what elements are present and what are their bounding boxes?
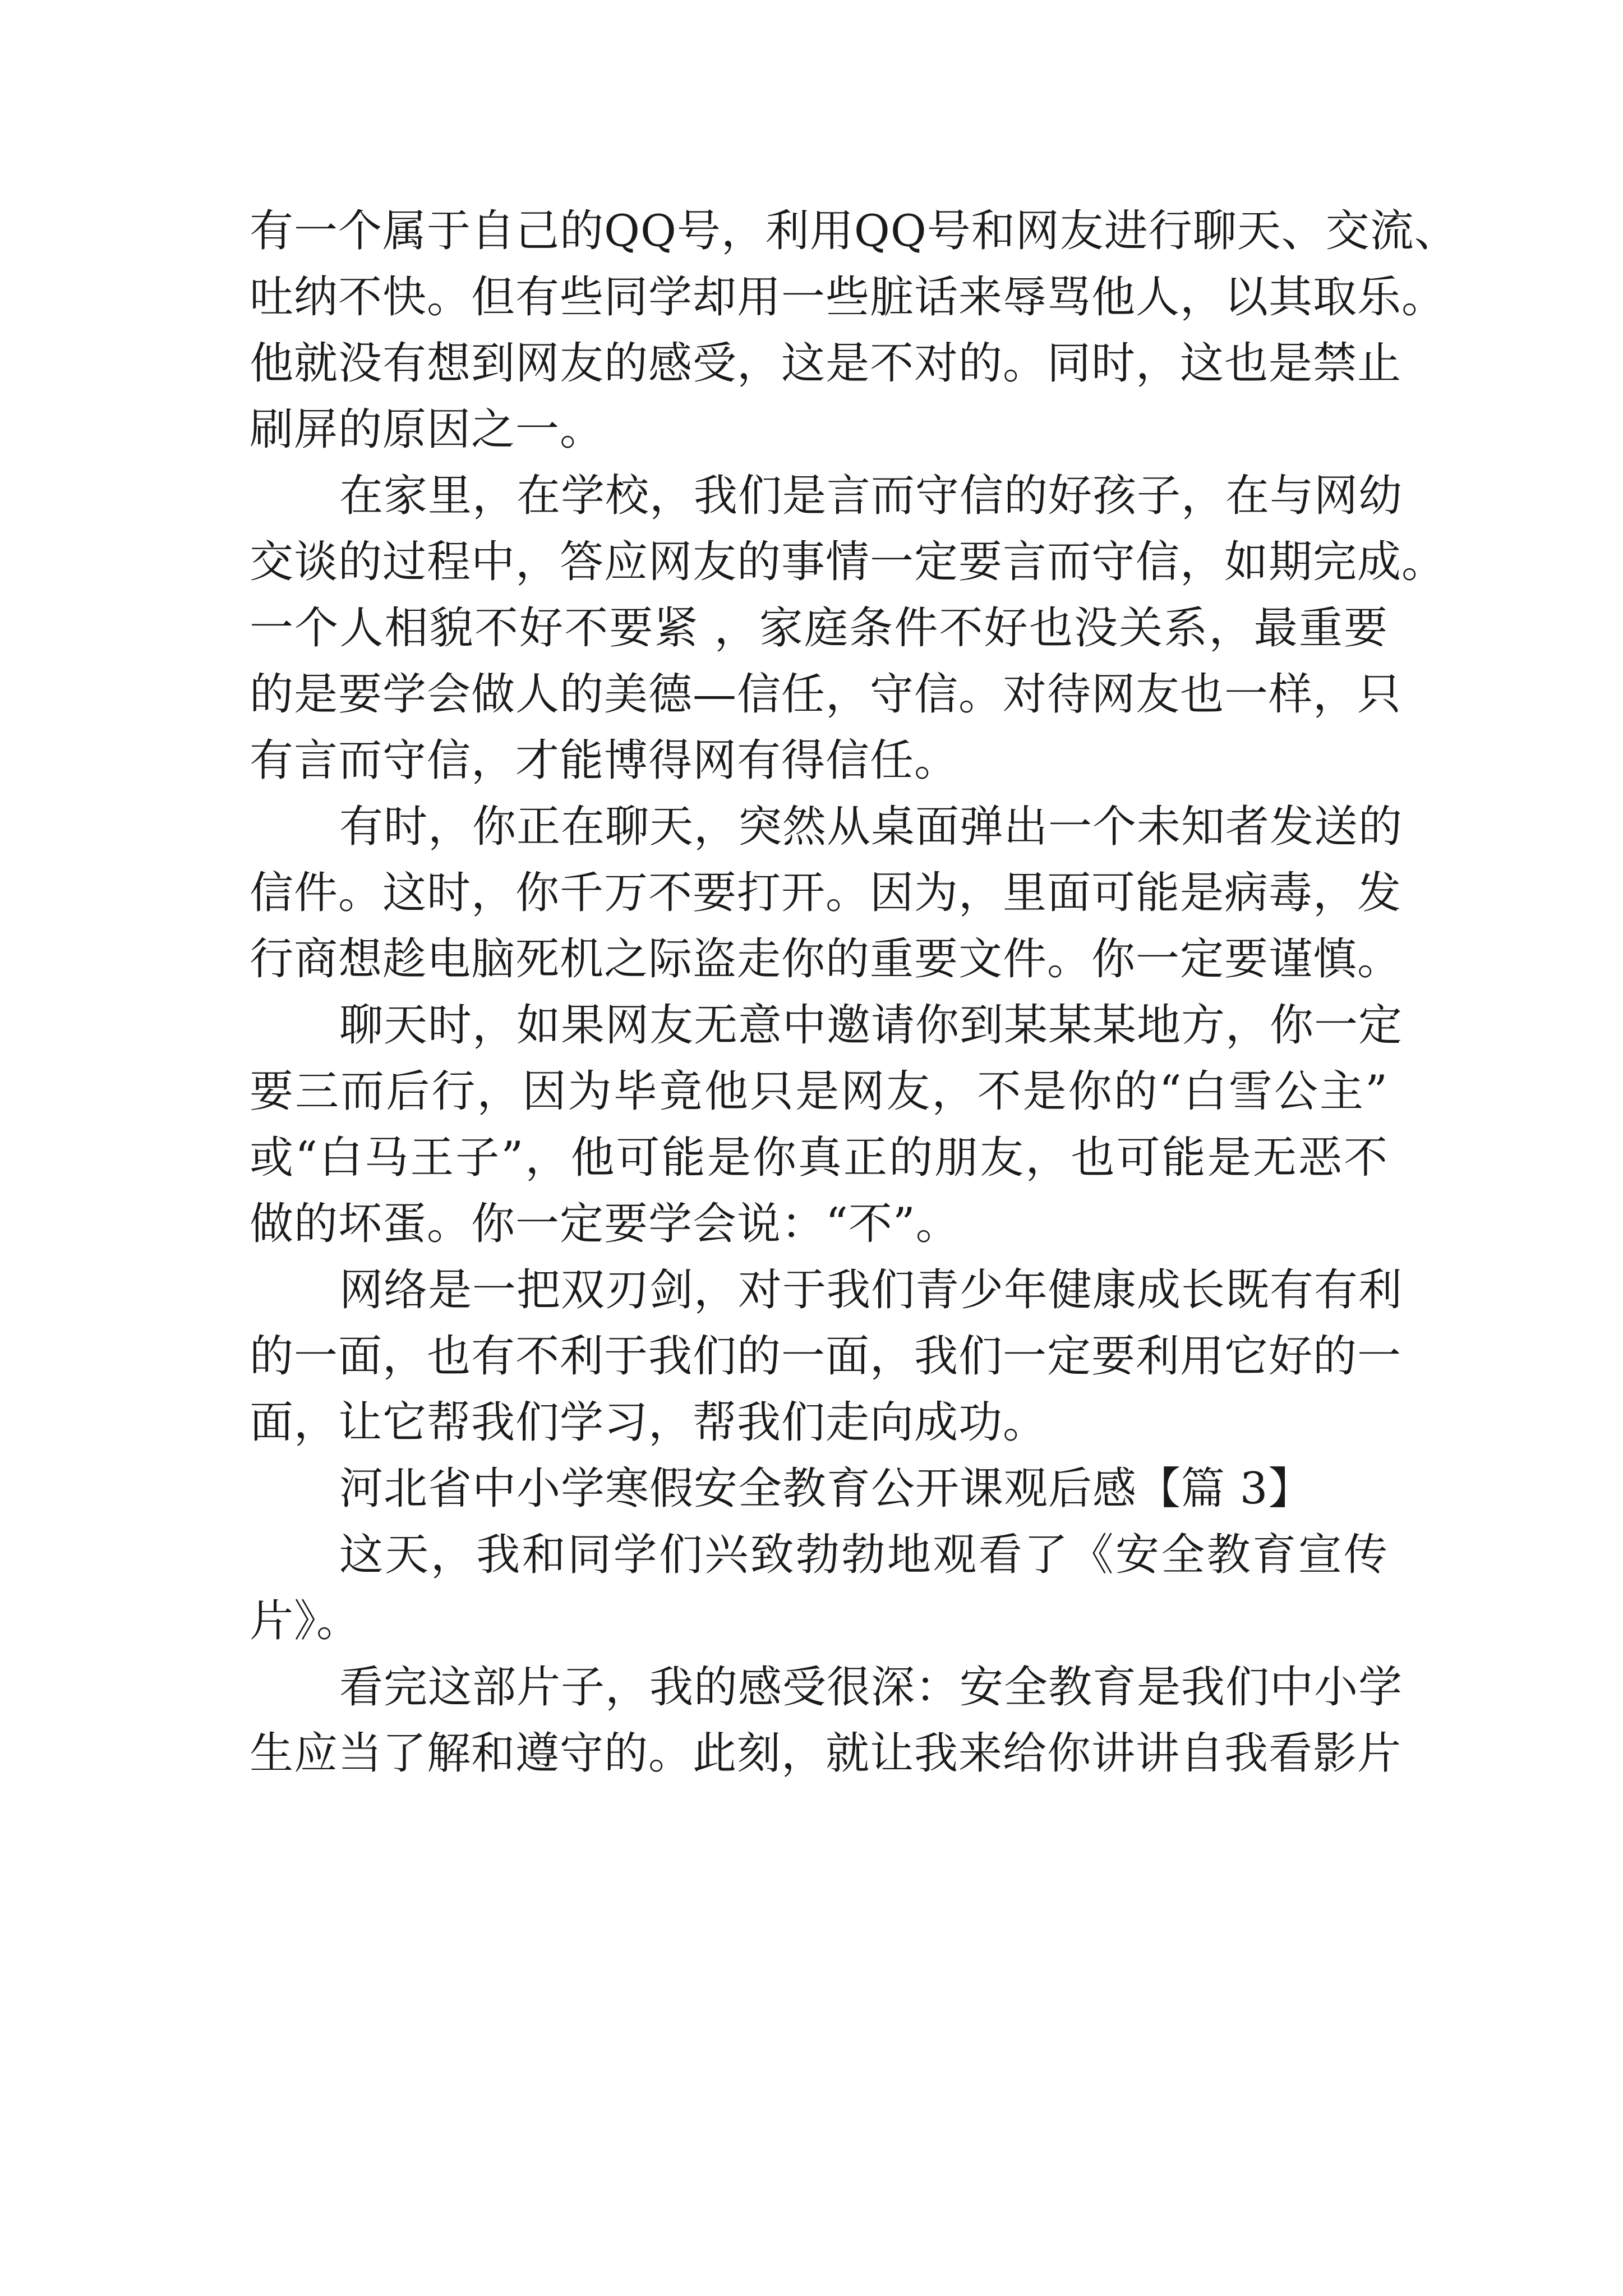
text-line: 片》。: [250, 1596, 361, 1646]
document-page: [250, 198, 1459, 1787]
text-line: 刷屏的原因之一。: [250, 404, 605, 455]
text-line: 一个人相貌不好不要紧 ，家庭条件不好也没关系，最重要: [250, 603, 1388, 654]
paragraph-start-line: 网络是一把双刃剑，对于我们青少年健康成长既有有利: [339, 1265, 1403, 1315]
text-line: 要三而后行，因为毕竟他只是网友，不是你的“白雪公主”: [250, 1066, 1388, 1117]
text-line: 交谈的过程中，答应网友的事情一定要言而守信，如期完成。: [250, 537, 1446, 587]
section-heading: 河北省中小学寒假安全教育公开课观后感【篇 3】: [339, 1464, 1313, 1514]
text-line: 有一个属于自己的QQ号，利用QQ号和网友进行聊天、交流、: [250, 206, 1459, 256]
paragraph-start-line: 有时，你正在聊天，突然从桌面弹出一个未知者发送的: [339, 802, 1403, 852]
text-line: 生应当了解和遵守的。此刻，就让我来给你讲讲自我看影片: [250, 1728, 1402, 1779]
paragraph-start-line: 这天，我和同学们兴致勃勃地观看了《安全教育宣传: [339, 1530, 1388, 1580]
text-line: 吐纳不快。但有些同学却用一些脏话来辱骂他人，以其取乐。: [250, 272, 1446, 323]
text-line: 做的坏蛋。你一定要学会说：“不”。: [250, 1199, 960, 1249]
text-line: 有言而守信，才能博得网有得信任。: [250, 735, 959, 786]
text-line: 的一面，也有不利于我们的一面，我们一定要利用它好的一: [250, 1331, 1402, 1382]
paragraph-start-line: 在家里，在学校，我们是言而守信的好孩子，在与网幼: [339, 471, 1403, 521]
text-line: 的是要学会做人的美德—信任，守信。对待网友也一样，只: [250, 669, 1402, 720]
paragraph-start-line: 看完这部片子，我的感受很深：安全教育是我们中小学: [339, 1662, 1403, 1713]
text-line: 面，让它帮我们学习，帮我们走向成功。: [250, 1397, 1048, 1448]
text-line: 或“白马王子”，他可能是你真正的朋友，也可能是无恶不: [250, 1133, 1388, 1183]
text-line: 行商想趁电脑死机之际盗走你的重要文件。你一定要谨慎。: [250, 934, 1402, 984]
text-line: 信件。这时，你千万不要打开。因为，里面可能是病毒，发: [250, 868, 1402, 918]
paragraph-start-line: 聊天时，如果网友无意中邀请你到某某某地方，你一定: [339, 1000, 1403, 1051]
text-line: 他就没有想到网友的感受，这是不对的。同时，这也是禁止: [250, 338, 1402, 389]
